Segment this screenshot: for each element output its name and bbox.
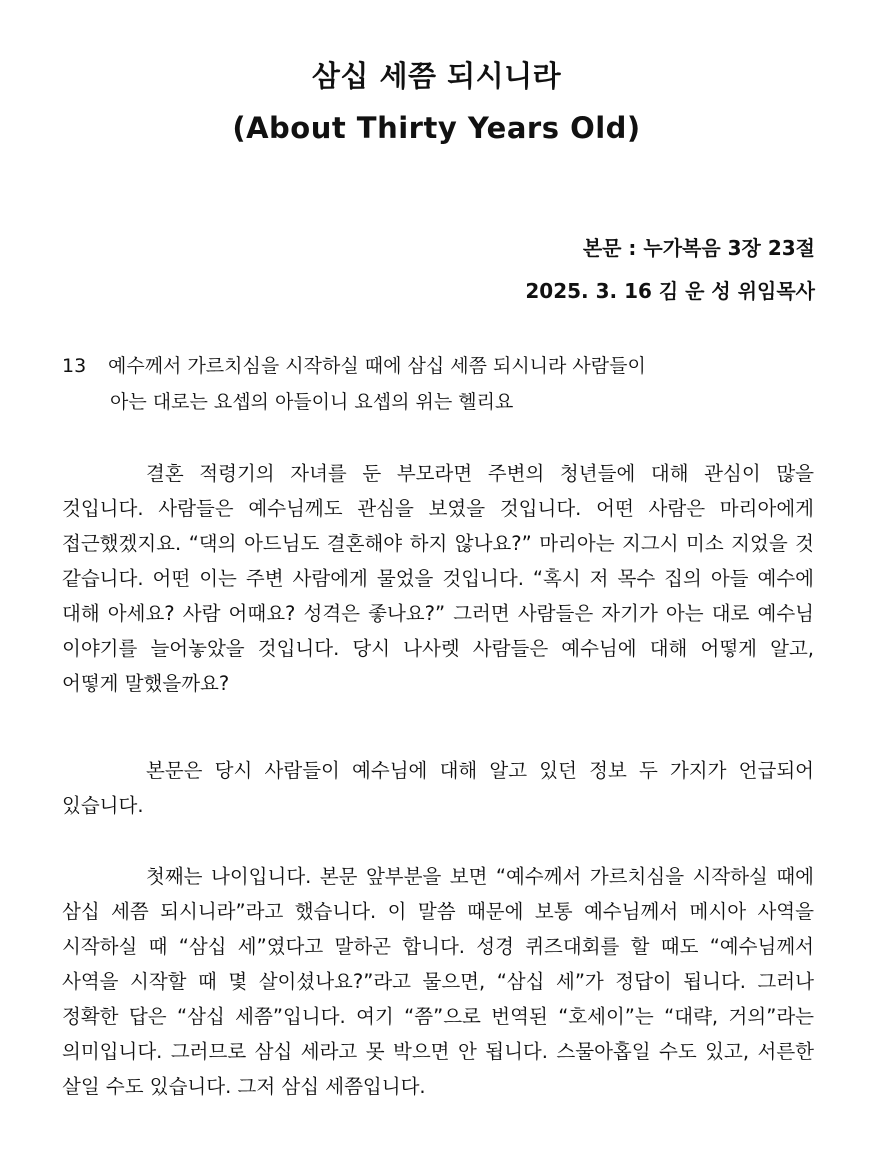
sermon-title-english: (About Thirty Years Old)	[232, 111, 641, 145]
verse-text-line-1: 예수께서 가르치심을 시작하실 때에 삼십 세쯤 되시니라 사람들이	[108, 355, 646, 377]
verse-line-1	[62, 352, 822, 380]
sermon-title-korean: 삼십 세쯤 되시니라	[311, 59, 562, 93]
body-paragraph-2: 본문은 당시 사람들이 예수님에 대해 알고 있던 정보 두 가지가 언급되어 있습니다.	[62, 759, 814, 817]
body-paragraph-1: 결혼 적령기의 자녀를 둔 부모라면 주변의 청년들에 대해 관심이 많을 것입니다. 사람들은 예수님께도 관심을 보였을 것입니다. 어떤 사람은 마리아에게 접근했겠지요. “댁의 아드님도 결혼해야 하지 않나요?” 마리아는 지그시 미소 지었을 것 같습니다. 어떤 이는 주변 사람에게 물었을 것입니다. “혹시 저 목수 집의 아들 예수에 대해 아세요? 사람 어때요? 성격은 좋나요?” 그러면 사람들은 자기가 아는 대로 예수님 이야기를 늘어놓았을 것입니다. 당시 나사렛 사람들은 예수님에 대해 어떻게 알고, 어떻게 말했을까요?	[62, 462, 814, 695]
date-and-speaker: 2025. 3. 16 김 운 성 위임목사	[525, 279, 815, 303]
verse-number: 13	[62, 355, 87, 377]
body-paragraph-3: 첫째는 나이입니다. 본문 앞부분을 보면 “예수께서 가르치심을 시작하실 때에 삼십 세쯤 되시니라”라고 했습니다. 이 말씀 때문에 보통 예수님께서 메시아 사역을 시작하실 때 “삼십 세”였다고 말하곤 합니다. 성경 퀴즈대회를 할 때도 “예수님께서 사역을 시작할 때 몇 살이셨나요?”라고 물으면, “삼십 세”가 정답이 됩니다. 그러나 정확한 답은 “삼십 세쯤”입니다. 여기 “쯤”으로 번역된 “호세이”는 “대략, 거의”라는 의미입니다. 그러므로 삼십 세라고 못 박으면 안 됩니다. 스물아홉일 수도 있고, 서른한 살일 수도 있습니다. 그저 삼십 세쯤입니다.	[62, 865, 814, 1098]
verse-line-2: 아는 대로는 요셉의 아들이니 요셉의 위는 헬리요	[110, 391, 514, 413]
scripture-reference: 본문 : 누가복음 3장 23절	[582, 236, 815, 260]
